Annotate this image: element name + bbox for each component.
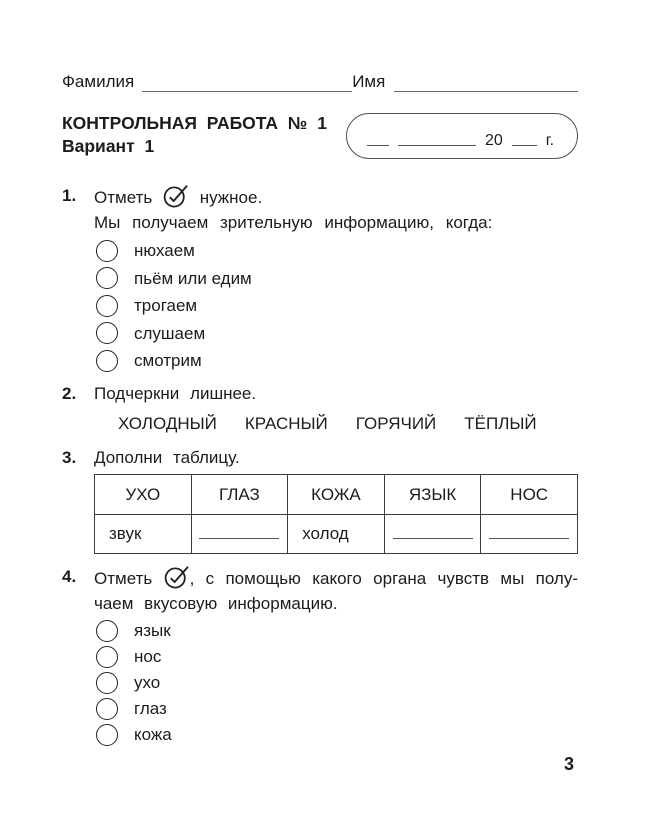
option-row [94,347,578,375]
q4-prompt-before: Отметь [94,568,153,588]
option-label: ухо [134,673,161,692]
q2-word-list [118,411,578,437]
table-header-row [95,474,578,514]
q2-prompt: Подчеркни лишнее. [94,383,257,403]
q3-prompt: Дополни таблицу. [94,447,240,467]
question-4 [62,564,578,748]
q1-prompt-after: нужное. [199,188,263,207]
option-circle[interactable] [96,240,118,262]
date-month-line[interactable] [398,145,476,146]
table-cell [191,514,288,553]
q2-word[interactable]: ХОЛОДНЫЙ [118,413,217,433]
option-circle[interactable] [96,646,118,668]
option-row [94,722,578,748]
option-circle[interactable] [96,698,118,720]
question-3 [62,445,578,554]
option-row [94,320,578,348]
table-cell [481,514,578,553]
date-day-line[interactable] [367,145,389,146]
option-circle[interactable] [96,295,118,317]
q4-prompt-line2: чаем вкусовую информацию. [94,593,338,613]
option-label: пьём или едим [134,268,252,288]
q2-word[interactable]: ТЁПЛЫЙ [464,413,537,433]
q4-prompt-line1 [94,564,578,591]
option-label: кожа [134,725,172,744]
senses-table [94,474,578,554]
title-block [62,112,327,158]
option-row [94,292,578,320]
table-cell: звук [95,514,192,553]
table-cell: холод [288,514,385,553]
option-label: нюхаем [134,241,195,261]
check-circle-icon [163,183,189,208]
question-1 [62,183,578,375]
date-box [346,113,578,159]
option-circle[interactable] [96,724,118,746]
table-header-cell: ЯЗЫК [384,474,481,514]
option-label: трогаем [134,296,198,316]
date-year-prefix: 20 [485,132,503,149]
surname-write-line[interactable] [142,75,352,92]
variant-label: Вариант 1 [62,136,155,156]
firstname-label: Имя [352,72,386,91]
firstname-write-line[interactable] [394,75,578,92]
table-blank-line[interactable] [199,523,279,539]
table-header-cell: НОС [481,474,578,514]
header-row [62,112,578,159]
q3-number: 3. [62,447,77,467]
q4-number: 4. [62,566,77,586]
table-row [95,514,578,553]
q2-number: 2. [62,383,77,403]
option-label: смотрим [134,351,202,371]
check-circle-icon [164,564,190,589]
option-circle[interactable] [96,672,118,694]
q2-word[interactable]: ГОРЯЧИЙ [355,413,437,433]
option-circle[interactable] [96,620,118,642]
table-header-cell: УХО [95,474,192,514]
q1-prompt-before: Отметь [94,188,153,207]
option-circle[interactable] [96,350,118,372]
table-header-cell: КОЖА [288,474,385,514]
q4-options [94,618,578,748]
option-row [94,644,578,670]
table-header-cell: ГЛАЗ [191,474,288,514]
option-circle[interactable] [96,322,118,344]
page-number: 3 [563,754,574,774]
option-row [94,696,578,722]
name-row [62,0,578,92]
date-year-line[interactable] [512,145,537,146]
option-label: нос [134,647,162,666]
option-label: слушаем [134,323,206,343]
option-label: язык [134,621,171,640]
option-row [94,237,578,265]
question-2 [62,381,578,437]
page-title: КОНТРОЛЬНАЯ РАБОТА № 1 [62,113,327,133]
surname-label: Фамилия [62,72,135,91]
date-year-suffix: г. [545,132,555,149]
option-circle[interactable] [96,267,118,289]
option-row [94,618,578,644]
q1-options [94,237,578,375]
q4-prompt-after: , с помощью какого органа чувств мы полу- [189,568,578,588]
q2-word[interactable]: КРАСНЫЙ [244,413,328,433]
option-label: глаз [134,699,167,718]
q1-subprompt: Мы получаем зрительную информацию, когда: [94,213,493,232]
q1-prompt [94,183,578,210]
option-row [94,670,578,696]
option-row [94,265,578,293]
table-cell [384,514,481,553]
q1-number: 1. [62,186,77,205]
table-blank-line[interactable] [393,523,473,539]
table-blank-line[interactable] [489,523,569,539]
